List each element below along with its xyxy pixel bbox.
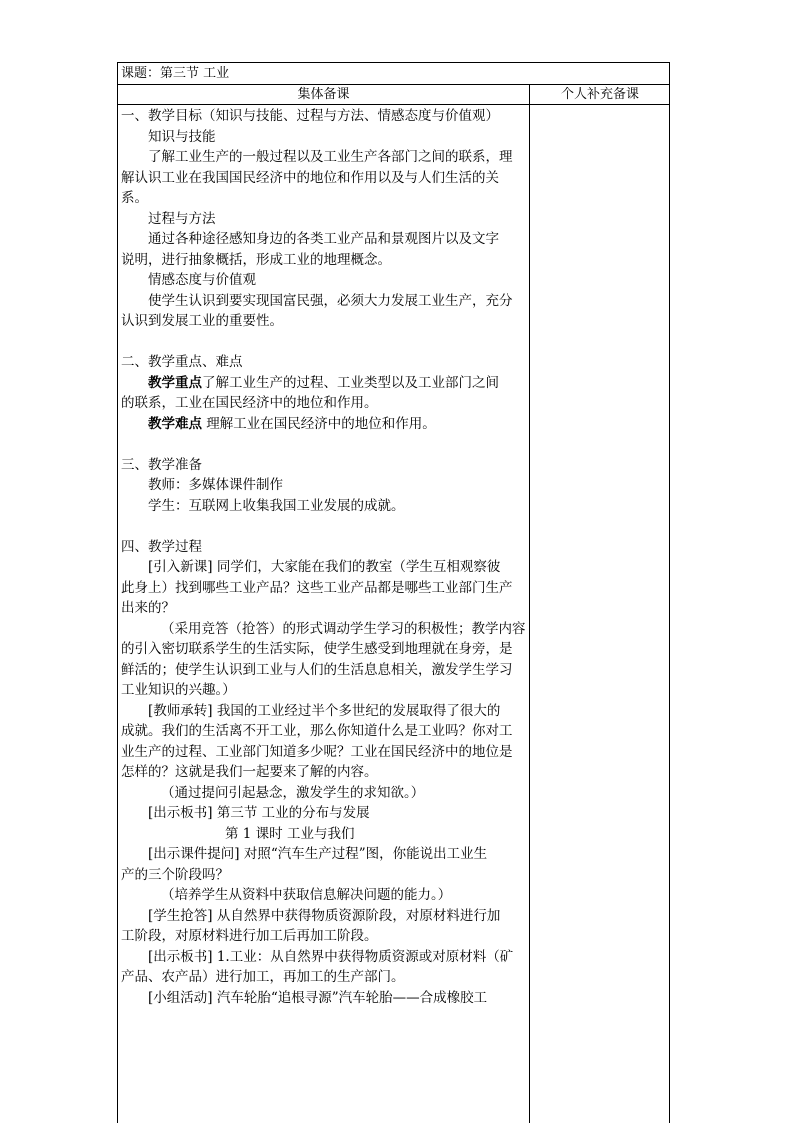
text-line: [小组活动] 汽车轮胎“追根寻源”汽车轮胎——合成橡胶工 [148,989,488,1006]
text-line: 此身上）找到哪些工业产品？这些工业产品都是哪些工业部门生产 [121,579,513,596]
objectives-heading: 一、教学目标（知识与技能、过程与方法、情感态度与价值观） [121,108,499,124]
header-divider [118,104,669,105]
text-line: 业生产的过程、工业部门知道多少呢？工业在国民经济中的地位是 [121,743,513,760]
text-line: 的联系，工业在国民经济中的地位和作用。 [121,395,378,411]
key-point-label: 教学重点 [148,374,202,391]
key-points-heading: 二、教学重点、难点 [121,354,243,370]
collective-plan-content [121,106,524,1008]
text-line: 产品、农产品）进行加工，再加工的生产部门。 [121,969,405,985]
text-line: 的引入密切联系学生的生活实际，使学生感受到地理就在身旁，是 [121,641,513,657]
title-divider [118,84,669,85]
text-line: （采用竞答（抢答）的形式调动学生学习的积极性；教学内容 [161,620,526,637]
subheading-process: 过程与方法 [148,210,216,227]
difficulty-text: 理解工业在国民经济中的地位和作用。 [202,415,436,432]
board-subheading-line: 第 1 课时 工业与我们 [225,825,355,842]
text-line: 解认识工业在我国国民经济中的地位和作用以及与人们生活的关 [121,169,499,186]
board-heading-line: [出示板书] 第三节 工业的分布与发展 [148,805,370,821]
text-line: 怎样的？这就是我们一起要来了解的内容。 [121,764,378,780]
key-point-line [121,373,524,394]
text-line: （通过提问引起悬念，激发学生的求知欲。） [161,784,425,801]
subheading-attitude: 情感态度与价值观 [148,272,256,288]
process-heading: 四、教学过程 [121,538,202,555]
text-line: [引入新课] 同学们，大家能在我们的教室（学生互相观察彼 [148,559,501,575]
subheading-knowledge: 知识与技能 [148,128,216,145]
column-header-personal: 个人补充备课 [560,87,639,102]
text-line: （培养学生从资料中获取信息解决问题的能力。） [161,887,452,903]
text-line: [教师承转] 我国的工业经过半个多世纪的发展取得了很大的 [148,702,501,719]
text-line: 认识到发展工业的重要性。 [121,313,283,329]
table-top-border [118,62,669,63]
lesson-plan-table [117,62,670,1123]
lesson-title: 课题：第三节 工业 [121,66,230,81]
text-line: 学生：互联网上收集我国工业发展的成就。 [148,497,405,514]
text-line: 通过各种途径感知身边的各类工业产品和景观图片以及文字 [148,231,499,247]
text-line: 出来的？ [121,600,175,616]
text-line: 了解工业生产的一般过程以及工业生产各部门之间的联系，理 [148,149,513,165]
text-line: 系。 [121,190,148,206]
key-point-text: 了解工业生产的过程、工业类型以及工业部门之间 [202,374,499,391]
text-line: [学生抢答] 从自然界中获得物质资源阶段，对原材料进行加 [148,907,501,924]
column-divider [529,84,530,1123]
column-header-collective: 集体备课 [297,87,350,102]
text-line: [出示课件提问] 对照“汽车生产过程”图，你能说出工业生 [148,846,488,862]
text-line: 说明，进行抽象概括，形成工业的地理概念。 [121,251,391,268]
difficulty-line [121,414,524,435]
text-line: [出示板书] 1.工业：从自然界中获得物质资源或对原材料（矿 [148,948,514,965]
text-line: 教师：多媒体课件制作 [148,477,283,493]
text-line: 工业知识的兴趣。） [121,682,236,698]
text-line: 工阶段，对原材料进行加工后再加工阶段。 [121,928,378,944]
text-line: 鲜活的；使学生认识到工业与人们的生活息息相关，激发学生学习 [121,661,513,678]
text-line: 产的三个阶段吗？ [121,866,229,883]
text-line: 成就。我们的生活离不开工业，那么你知道什么是工业吗？你对工 [121,723,513,739]
difficulty-label: 教学难点 [148,415,202,432]
preparation-heading: 三、教学准备 [121,456,202,473]
text-line: 使学生认识到要实现国富民强，必须大力发展工业生产，充分 [148,292,513,309]
